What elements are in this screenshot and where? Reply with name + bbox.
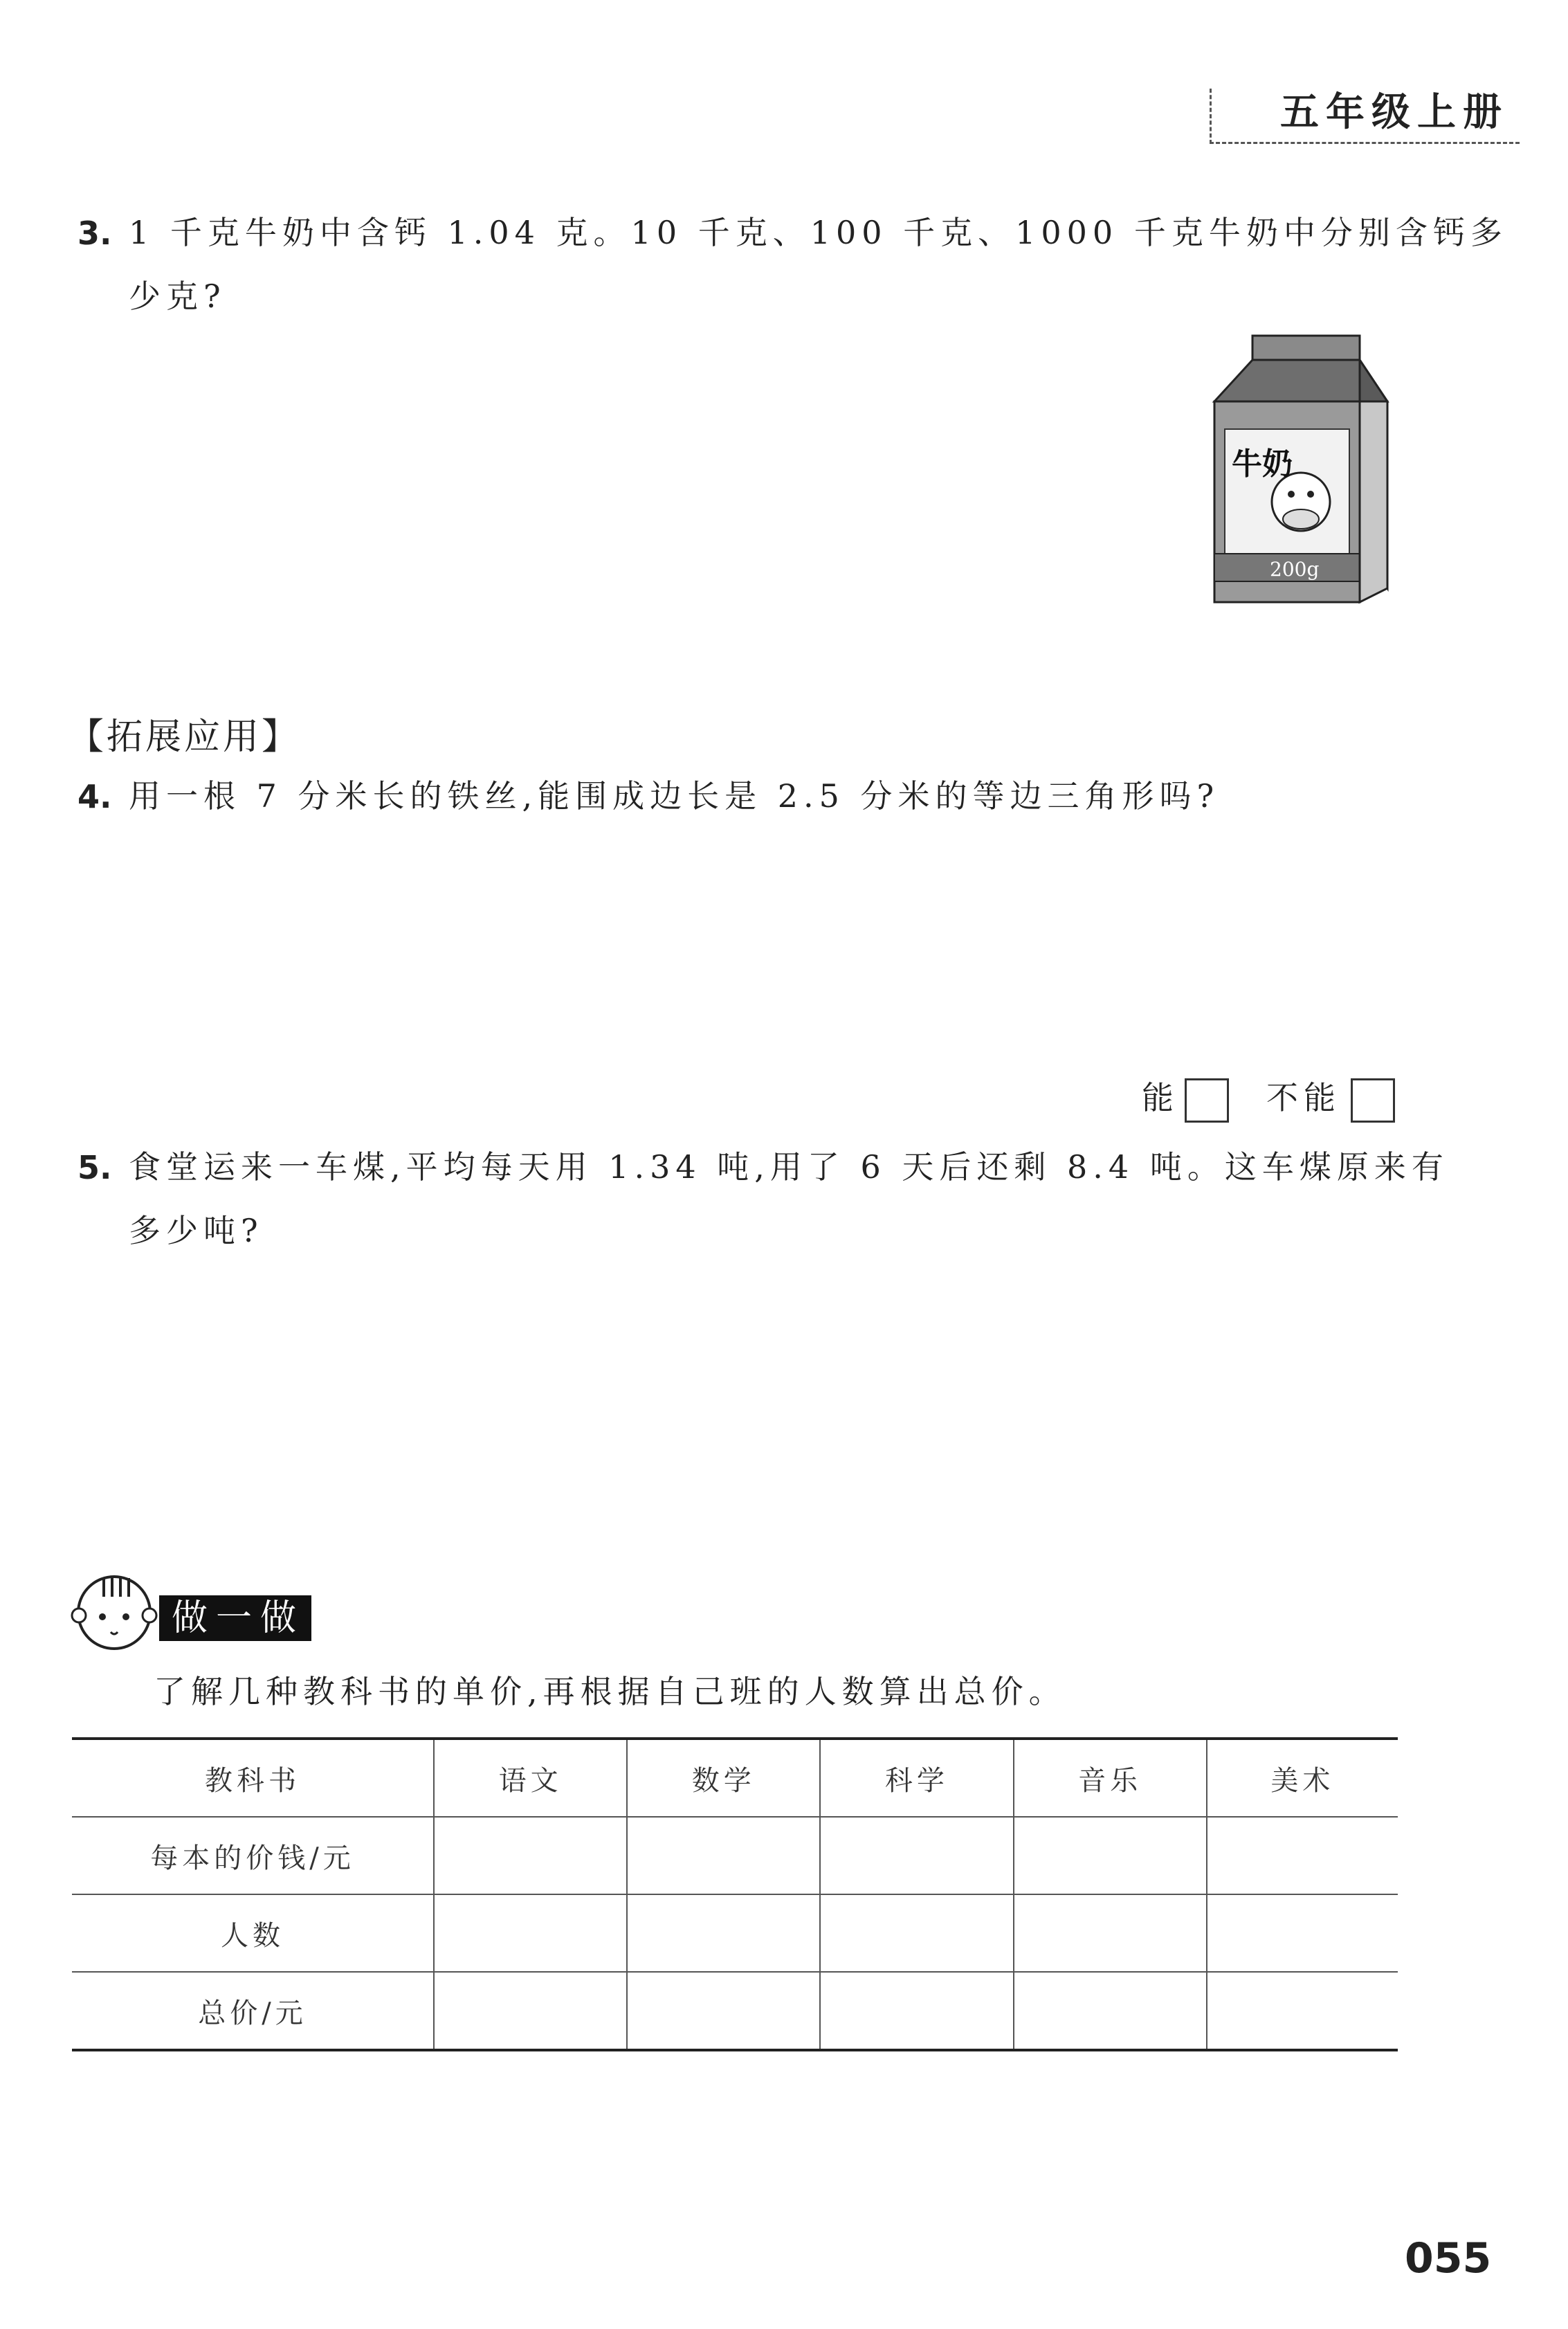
question-4-number: 4. — [78, 778, 112, 815]
table-cell-blank[interactable] — [1014, 1894, 1207, 1972]
table-cell-blank[interactable] — [627, 1894, 820, 1972]
table-cell-blank[interactable] — [820, 1817, 1013, 1894]
table-cell-blank[interactable] — [434, 1817, 627, 1894]
question-3-line2: 少克? — [129, 278, 226, 315]
table-row — [72, 1817, 1398, 1894]
option-yes-label: 能 — [1142, 1079, 1179, 1116]
table-cell-blank[interactable] — [1014, 1972, 1207, 2050]
section-title-extend: 【拓展应用】 — [68, 716, 301, 758]
table-cell-blank[interactable] — [1207, 1894, 1398, 1972]
row-label-price: 每本的价钱/元 — [72, 1817, 434, 1894]
table-row — [72, 1972, 1398, 2050]
question-5-line1: 食堂运来一车煤,平均每天用 1.34 吨,用了 6 天后还剩 8.4 吨。这车煤原来有 — [129, 1148, 1449, 1186]
activity-instruction: 了解几种教科书的单价,再根据自己班的人数算出总价。 — [154, 1673, 1066, 1710]
table-cell-blank[interactable] — [1207, 1972, 1398, 2050]
grade-label: 五年级上册 — [1280, 90, 1508, 135]
table-header-cell: 美术 — [1207, 1739, 1398, 1817]
cartoon-face-icon — [69, 1566, 159, 1656]
page-number: 055 — [1405, 2234, 1492, 2283]
row-label-total: 总价/元 — [72, 1972, 434, 2050]
table-header-row — [72, 1739, 1398, 1817]
table-cell-blank[interactable] — [627, 1817, 820, 1894]
question-5-line2: 多少吨? — [129, 1212, 264, 1249]
question-3-line1: 1 千克牛奶中含钙 1.04 克。10 千克、100 千克、1000 千克牛奶中分别含钙多 — [129, 214, 1508, 251]
question-3-number: 3. — [78, 215, 112, 252]
table-row — [72, 1894, 1398, 1972]
question-4-text: 用一根 7 分米长的铁丝,能围成边长是 2.5 分米的等边三角形吗? — [129, 777, 1220, 815]
option-no-label: 不能 — [1266, 1079, 1341, 1116]
table-cell-blank[interactable] — [434, 1972, 627, 2050]
table-header-cell: 科学 — [820, 1739, 1013, 1817]
carton-weight-text: 200g — [1270, 558, 1320, 581]
table-cell-blank[interactable] — [820, 1972, 1013, 2050]
table-cell-blank[interactable] — [434, 1894, 627, 1972]
row-label-count: 人数 — [72, 1894, 434, 1972]
table-header-cell: 音乐 — [1014, 1739, 1207, 1817]
carton-brand-text: 牛奶 — [1232, 446, 1293, 482]
table-header-cell: 数学 — [627, 1739, 820, 1817]
milk-carton-illustration — [1204, 325, 1405, 616]
option-no-checkbox[interactable] — [1351, 1078, 1395, 1123]
option-yes-checkbox[interactable] — [1185, 1078, 1229, 1123]
table-cell-blank[interactable] — [627, 1972, 820, 2050]
table-cell-blank[interactable] — [1014, 1817, 1207, 1894]
table-cell-blank[interactable] — [1207, 1817, 1398, 1894]
table-cell-blank[interactable] — [820, 1894, 1013, 1972]
question-5-number: 5. — [78, 1149, 112, 1186]
table-header-cell: 教科书 — [72, 1739, 434, 1817]
table-header-cell: 语文 — [434, 1739, 627, 1817]
textbook-price-table — [72, 1737, 1398, 2051]
activity-title: 做一做 — [159, 1595, 311, 1641]
